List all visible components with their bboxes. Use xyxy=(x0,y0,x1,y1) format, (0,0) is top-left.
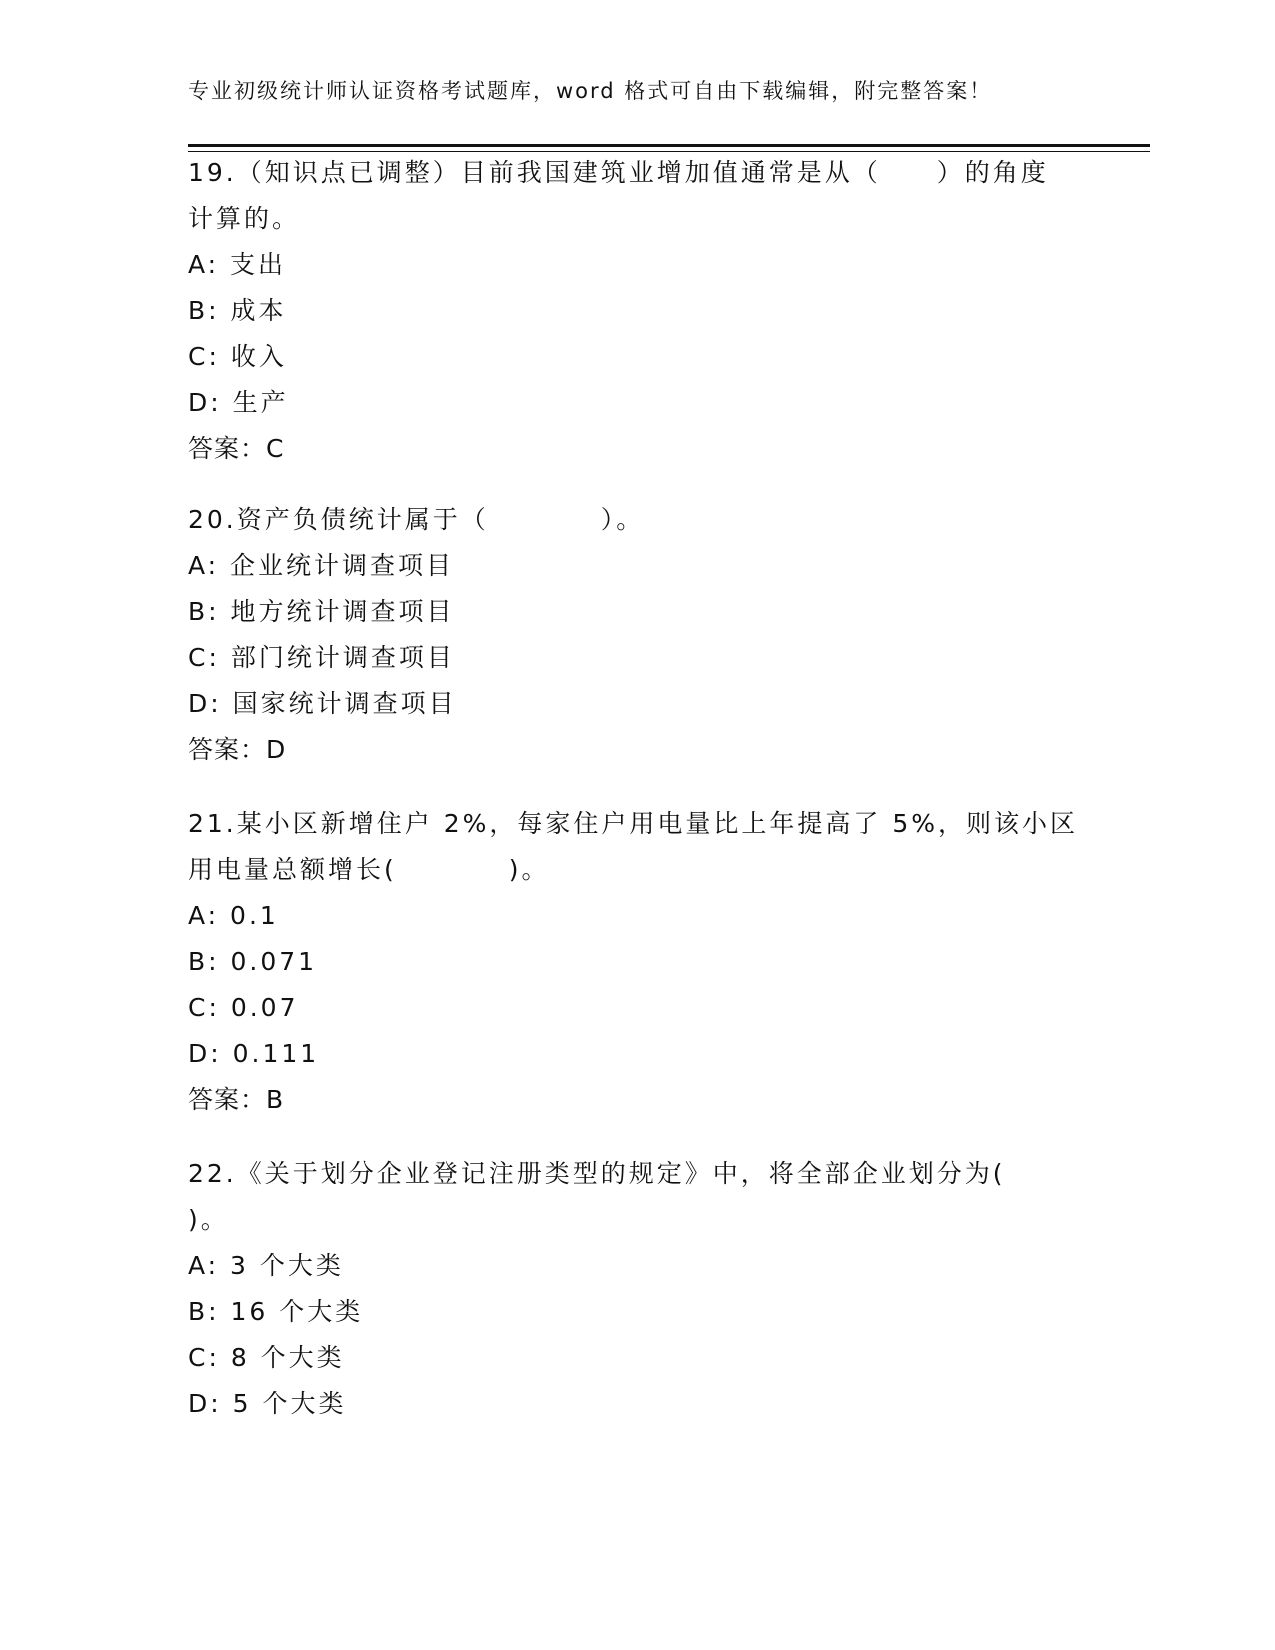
page-header: 专业初级统计师认证资格考试题库，word 格式可自由下载编辑，附完整答案！ xyxy=(188,79,993,103)
question-stem-line: 21.某小区新增住户 2%，每家住户用电量比上年提高了 5%，则该小区 xyxy=(188,809,1078,838)
option-a: A: 企业统计调查项目 xyxy=(188,551,455,580)
question-stem-line: )。 xyxy=(188,1205,229,1234)
question-21 xyxy=(188,801,1078,1123)
question-stem-line: 22.《关于划分企业登记注册类型的规定》中，将全部企业划分为( xyxy=(188,1159,1006,1188)
option-c: C: 部门统计调查项目 xyxy=(188,643,455,672)
question-stem-line: 20.资产负债统计属于（ ）。 xyxy=(188,505,645,534)
question-22 xyxy=(188,1151,1068,1427)
option-c: C: 0.07 xyxy=(188,993,299,1022)
option-c: C: 收入 xyxy=(188,342,287,371)
option-b: B: 成本 xyxy=(188,296,287,325)
option-b: B: 0.071 xyxy=(188,947,318,976)
answer-line: 答案：B xyxy=(188,1085,285,1114)
question-stem-line: 计算的。 xyxy=(188,204,301,233)
option-d: D: 国家统计调查项目 xyxy=(188,689,457,718)
question-19 xyxy=(188,150,1068,472)
option-d: D: 5 个大类 xyxy=(188,1389,347,1418)
question-20 xyxy=(188,497,1068,773)
option-a: A: 3 个大类 xyxy=(188,1251,344,1280)
option-c: C: 8 个大类 xyxy=(188,1343,345,1372)
option-d: D: 0.111 xyxy=(188,1039,320,1068)
question-stem-line: 用电量总额增长( )。 xyxy=(188,855,550,884)
option-d: D: 生产 xyxy=(188,388,289,417)
option-a: A: 0.1 xyxy=(188,901,279,930)
option-b: B: 16 个大类 xyxy=(188,1297,364,1326)
option-a: A: 支出 xyxy=(188,250,287,279)
question-stem-line: 19.（知识点已调整）目前我国建筑业增加值通常是从（ ）的角度 xyxy=(188,158,1049,187)
option-b: B: 地方统计调查项目 xyxy=(188,597,455,626)
answer-line: 答案：D xyxy=(188,735,287,764)
answer-line: 答案：C xyxy=(188,434,285,463)
header-rule-thick xyxy=(188,144,1150,147)
